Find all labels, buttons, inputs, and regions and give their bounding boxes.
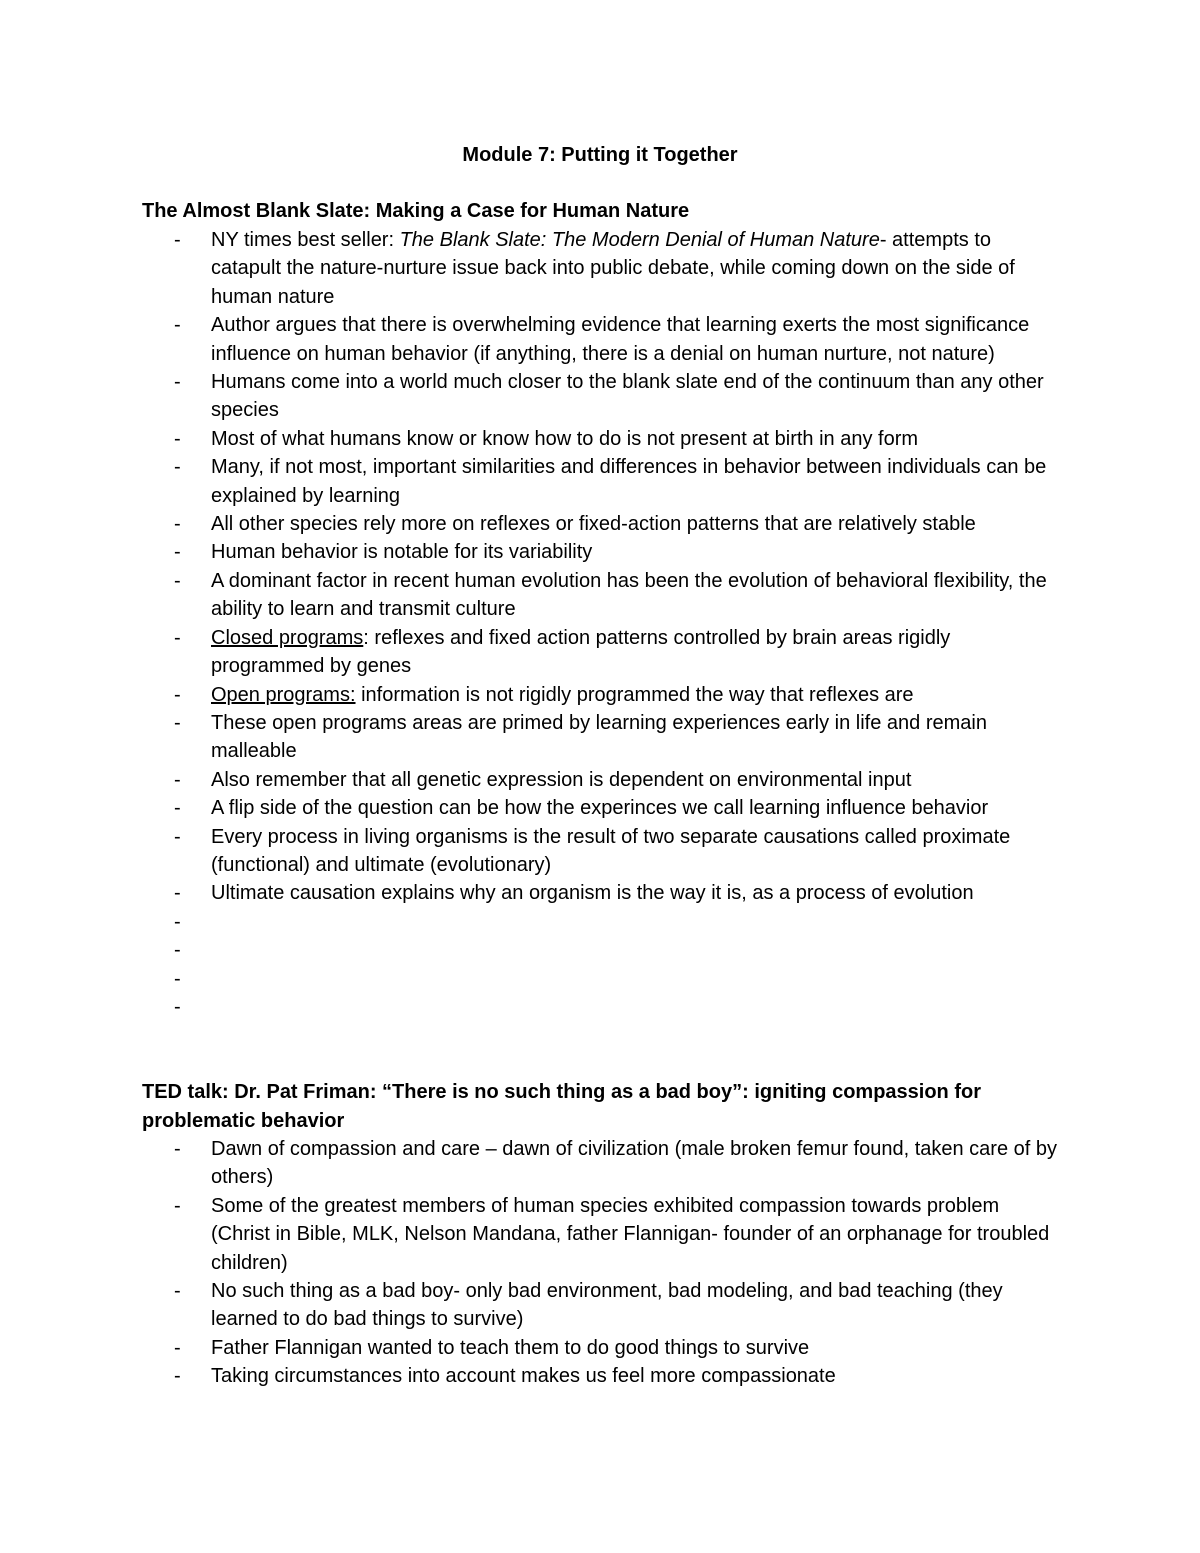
list-item: [142, 879, 1062, 907]
list-item: [142, 311, 1062, 368]
list-item-text: These open programs areas are primed by learning experiences early in life and remain malleable: [211, 711, 987, 763]
bullet-dash: -: [174, 1336, 181, 1359]
bullet-dash: -: [174, 825, 181, 848]
section-heading-blank-slate: The Almost Blank Slate: Making a Case for Human Nature: [142, 200, 690, 222]
closed-programs-term: Closed programs: [211, 626, 364, 649]
list-item-text: Many, if not most, important similarities and differences in behavior between individuals can be explained by learning: [211, 456, 1047, 507]
list-item-text: Some of the greatest members of human species exhibited compassion towards problem (Christ in Bible, MLK, Nelson Mandana, father Flannigan- founder of an orphanage for troubled children): [211, 1194, 1050, 1274]
list-item: [142, 794, 1062, 822]
bullet-dash: -: [174, 1280, 181, 1303]
bullet-dash: -: [174, 541, 181, 564]
bullet-dash: -: [174, 910, 181, 933]
list-item: [142, 453, 1062, 510]
empty-list-item: [142, 993, 1062, 1021]
bullet-dash: -: [174, 513, 181, 536]
bullet-dash: -: [174, 626, 181, 649]
list-item-text: Also remember that all genetic expression is dependent on environmental input: [211, 768, 912, 791]
list-item-text: No such thing as a bad boy- only bad environment, bad modeling, and bad teaching (they learned to do bad things to survive): [211, 1280, 1003, 1331]
list-item: [142, 1135, 1062, 1192]
open-programs-definition: information is not rigidly programmed the way that reflexes are: [355, 683, 914, 706]
list-item-text: Father Flannigan wanted to teach them to do good things to survive: [211, 1336, 810, 1359]
list-item-text-prefix: NY times best seller:: [211, 229, 400, 251]
list-item-text: Ultimate causation explains why an organism is the way it is, as a process of evolution: [211, 882, 974, 905]
document-title: Module 7: Putting it Together: [462, 144, 738, 166]
list-item-text: Dawn of compassion and care – dawn of civilization (male broken femur found, taken care of by others): [211, 1138, 1057, 1189]
list-item-text-suffix: - attempts to catapult the nature-nurture issue back into public debate, while coming down on the side of human nature: [211, 229, 1015, 308]
list-item: [142, 1362, 1062, 1390]
list-item: [142, 425, 1062, 453]
list-item: [142, 226, 1062, 311]
list-item: [142, 510, 1062, 538]
bullet-dash: -: [174, 797, 181, 820]
list-item: [142, 368, 1062, 425]
list-item: [142, 823, 1062, 880]
empty-list-item: [142, 936, 1062, 964]
bullet-dash: -: [174, 569, 181, 592]
list-item-text: Every process in living organisms is the result of two separate causations called proximate (functional) and ultimate (evolutionary): [211, 825, 1011, 876]
bullet-dash: -: [174, 711, 181, 734]
list-item: [142, 1334, 1062, 1362]
list-item-text: Taking circumstances into account makes us feel more compassionate: [211, 1365, 836, 1388]
list-item-text: A dominant factor in recent human evolution has been the evolution of behavioral flexibility, the ability to learn and transmit culture: [211, 569, 1047, 621]
bullet-dash: -: [174, 1194, 181, 1217]
bullet-dash: -: [174, 1365, 181, 1388]
bullet-dash: -: [174, 683, 181, 706]
bullet-dash: -: [174, 882, 181, 905]
closed-programs-definition: : reflexes and fixed action patterns controlled by brain areas rigidly programmed by genes: [211, 626, 951, 678]
list-item-text: Author argues that there is overwhelming evidence that learning exerts the most significance influence on human behavior (if anything, there is a denial on human nurture, not nature): [211, 314, 1030, 365]
bullet-dash: -: [174, 1138, 181, 1160]
empty-list-item: [142, 965, 1062, 993]
book-title: The Blank Slate: The Modern Denial of Human Nature: [399, 229, 880, 251]
list-item-text: All other species rely more on reflexes or fixed-action patterns that are relatively stable: [211, 513, 976, 536]
list-item: [142, 1277, 1062, 1334]
bullet-dash: -: [174, 939, 181, 962]
blank-slate-bullet-list: [142, 226, 1062, 1021]
bullet-dash: -: [174, 229, 181, 251]
bullet-dash: -: [174, 768, 181, 791]
section-heading-ted-talk: TED talk: Dr. Pat Friman: “There is no such thing as a bad boy”: igniting compassion for problematic behavior: [142, 1081, 981, 1132]
ted-talk-bullet-list: [142, 1135, 1062, 1391]
bullet-dash: -: [174, 995, 181, 1018]
list-item: [142, 681, 1062, 709]
list-item: [142, 709, 1062, 766]
list-item-text: Humans come into a world much closer to the blank slate end of the continuum than any other species: [211, 371, 1044, 422]
list-item: [142, 624, 1062, 681]
empty-list-item: [142, 908, 1062, 936]
open-programs-term: Open programs:: [211, 683, 356, 706]
list-item: [142, 538, 1062, 566]
bullet-dash: -: [174, 456, 181, 479]
list-item-text: A flip side of the question can be how the experinces we call learning influence behavior: [211, 797, 989, 820]
list-item-text: Most of what humans know or know how to do is not present at birth in any form: [211, 427, 919, 450]
list-item: [142, 766, 1062, 794]
list-item: [142, 1192, 1062, 1277]
bullet-dash: -: [174, 427, 181, 450]
bullet-dash: -: [174, 314, 181, 337]
bullet-dash: -: [174, 967, 181, 990]
list-item-text: Human behavior is notable for its variability: [211, 541, 593, 564]
list-item: [142, 567, 1062, 624]
bullet-dash: -: [174, 371, 181, 394]
